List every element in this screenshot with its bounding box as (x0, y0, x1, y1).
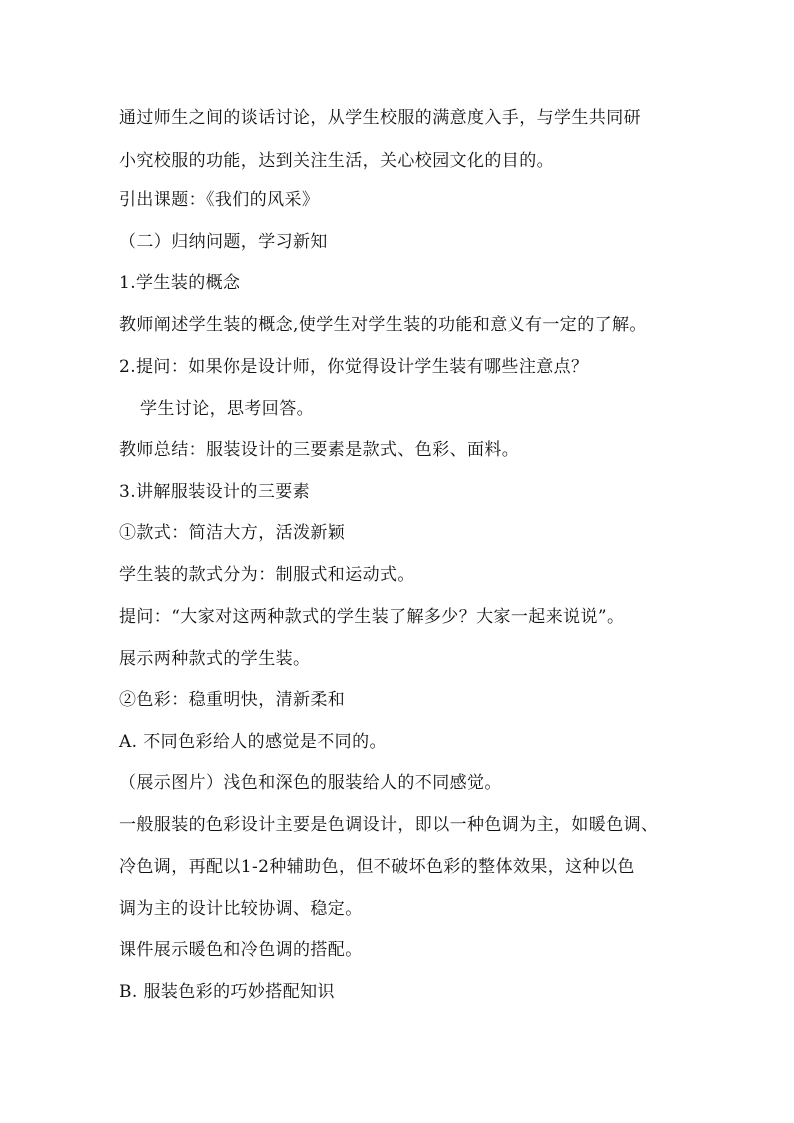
list-item: B. 服装色彩的巧妙搭配知识 (119, 982, 335, 1002)
paragraph-line: 学生装的款式分为：制服式和运动式。 (119, 565, 415, 585)
list-item: ②色彩：稳重明快，清新柔和 (119, 690, 346, 710)
paragraph-line: 通过师生之间的谈话讨论，从学生校服的满意度入手，与学生共同研 (119, 108, 641, 128)
section-heading: （二）归纳问题，学习新知 (119, 232, 328, 252)
paragraph-line: 小究校服的功能，达到关注生活，关心校园文化的目的。 (119, 151, 554, 171)
paragraph-line: 提问：“大家对这两种款式的学生装了解多少？大家一起来说说”。 (119, 607, 625, 627)
paragraph-line: 教师总结：服装设计的三要素是款式、色彩、面料。 (119, 440, 520, 460)
paragraph-line: （展示图片）浅色和深色的服装给人的不同感觉。 (119, 773, 502, 793)
paragraph-line: 课件展示暖色和冷色调的搭配。 (119, 940, 363, 960)
paragraph-line: 学生讨论，思考回答。 (140, 399, 314, 419)
paragraph-line: 展示两种款式的学生装。 (119, 649, 311, 669)
subheading: 2.提问：如果你是设计师，你觉得设计学生装有哪些注意点？ (119, 357, 589, 377)
list-item: A. 不同色彩给人的感觉是不同的。 (119, 732, 387, 752)
list-item: ①款式：简洁大方，活泼新颖 (119, 523, 346, 543)
paragraph-line: 冷色调，再配以1-2种辅助色，但不破坏色彩的整体效果，这种以色 (119, 857, 635, 877)
paragraph-line: 教师阐述学生装的概念,使学生对学生装的功能和意义有一定的了解。 (119, 315, 647, 335)
subheading: 1.学生装的概念 (119, 273, 241, 293)
subheading: 3.讲解服装设计的三要素 (119, 482, 311, 502)
paragraph-line: 调为主的设计比较协调、稳定。 (119, 899, 363, 919)
paragraph-line: 引出课题：《我们的风采》 (119, 190, 320, 210)
paragraph-line: 一般服装的色彩设计主要是色调设计，即以一种色调为主，如暖色调、 (119, 815, 659, 835)
